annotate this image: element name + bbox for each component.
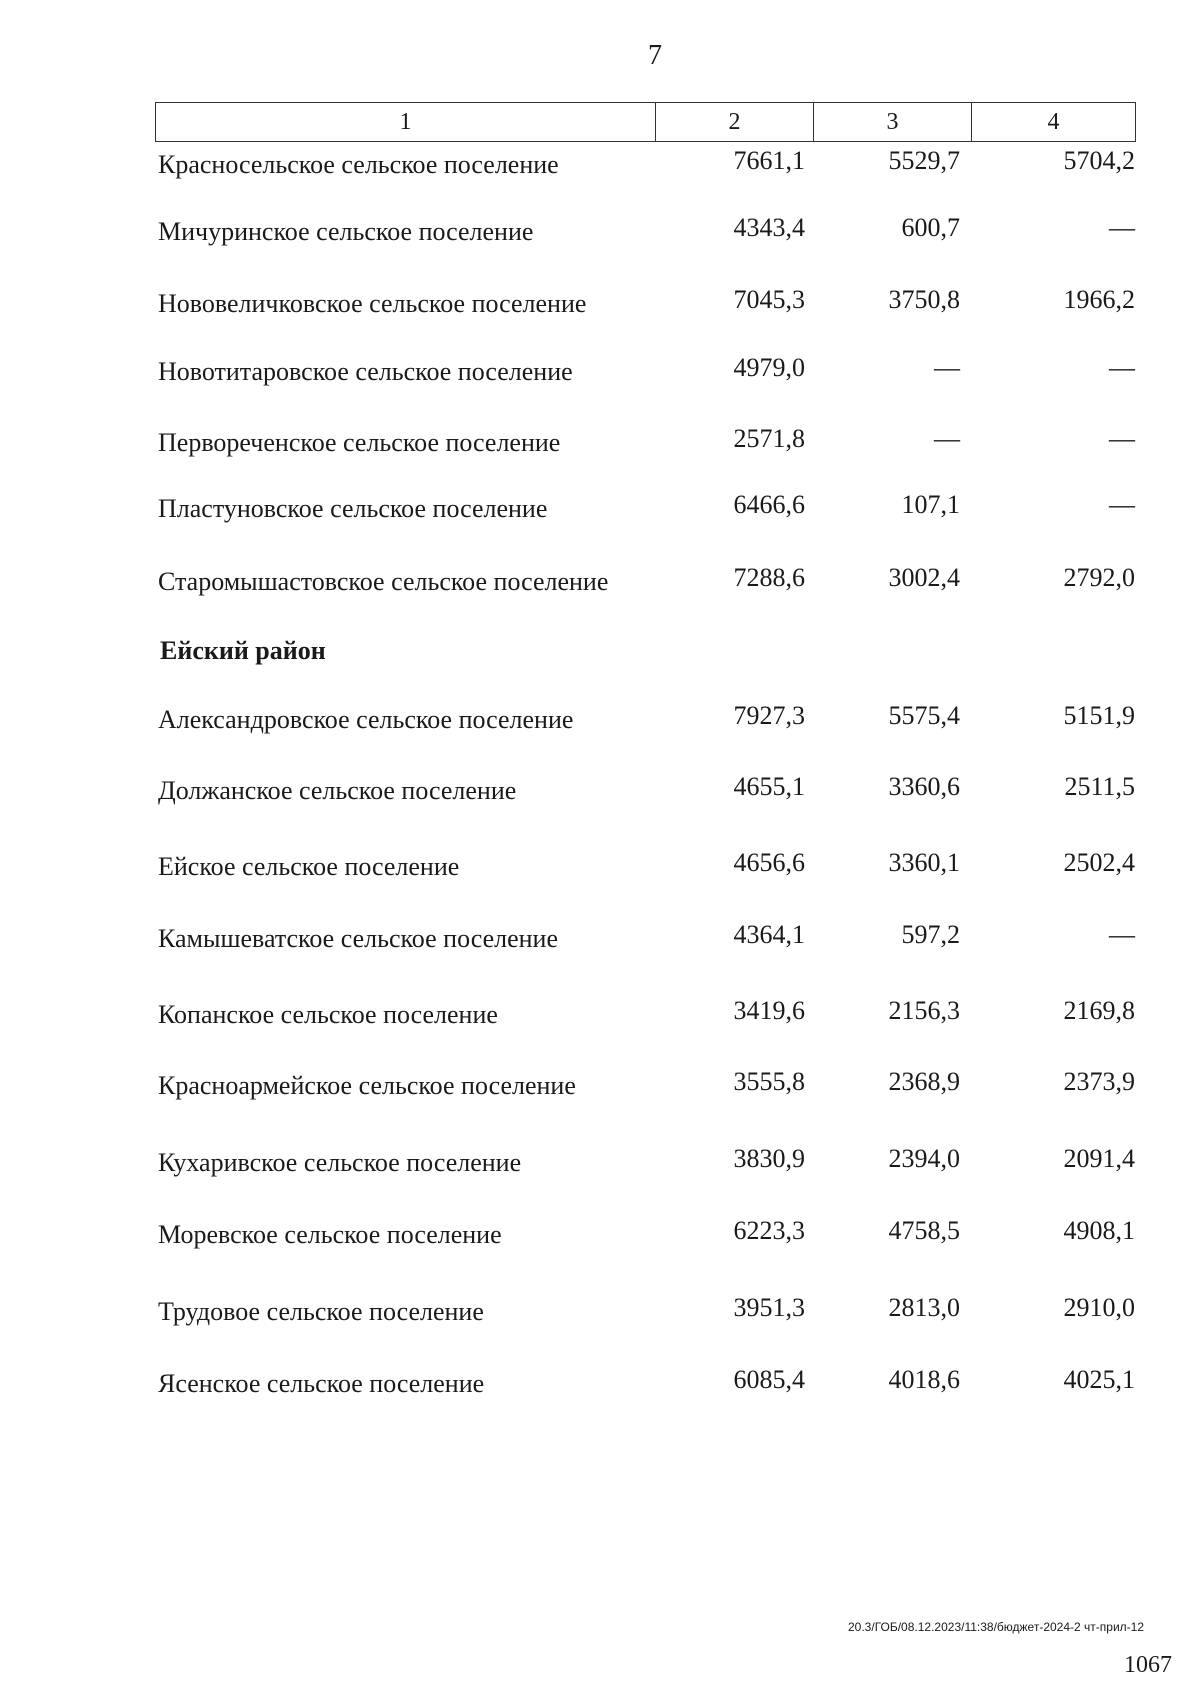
value-col-4: 2091,4 (1063, 1144, 1135, 1173)
value-col-3: 4018,6 (888, 1365, 960, 1394)
column-header-1: 1 (156, 103, 656, 142)
settlement-name: Александровское сельское поселение (158, 705, 574, 734)
value-col-3: 3002,4 (888, 563, 960, 592)
value-col-2: 6085,4 (733, 1365, 805, 1394)
settlement-name: Камышеватское сельское поселение (158, 924, 558, 953)
settlement-name: Красносельское сельское поселение (158, 150, 559, 179)
value-col-4: — (1109, 213, 1135, 242)
value-col-4: — (1109, 920, 1135, 949)
value-col-3: 4758,5 (888, 1216, 960, 1245)
value-col-3: 5575,4 (888, 701, 960, 730)
value-col-4: 2511,5 (1064, 772, 1135, 801)
value-col-3: 597,2 (901, 920, 960, 949)
value-col-4: 4908,1 (1063, 1216, 1135, 1245)
settlement-name: Копанское сельское поселение (158, 1000, 498, 1029)
settlement-name: Красноармейское сельское поселение (158, 1071, 576, 1100)
value-col-2: 3951,3 (733, 1293, 805, 1322)
settlement-name: Моревское сельское поселение (158, 1220, 502, 1249)
value-col-2: 3830,9 (733, 1144, 805, 1173)
value-col-4: 2910,0 (1063, 1293, 1135, 1322)
value-col-2: 3419,6 (733, 996, 805, 1025)
table-header (155, 102, 1136, 142)
value-col-2: 2571,8 (733, 424, 805, 453)
value-col-3: 107,1 (901, 490, 960, 519)
value-col-3: 600,7 (901, 213, 960, 242)
value-col-4: 1966,2 (1063, 285, 1135, 314)
settlement-name: Ясенское сельское поселение (158, 1369, 485, 1398)
value-col-4: 2792,0 (1063, 563, 1135, 592)
value-col-4: 5151,9 (1063, 701, 1135, 730)
value-col-3: 3360,6 (888, 772, 960, 801)
value-col-3: 2156,3 (888, 996, 960, 1025)
value-col-2: 7661,1 (733, 146, 805, 175)
value-col-2: 7288,6 (733, 563, 805, 592)
settlement-name: Старомышастовское сельское поселение (158, 567, 609, 596)
settlement-name: Кухаривское сельское поселение (158, 1148, 522, 1177)
value-col-3: 3750,8 (888, 285, 960, 314)
value-col-4: 2169,8 (1063, 996, 1135, 1025)
value-col-3: 2813,0 (888, 1293, 960, 1322)
sheet-number: 1067 (1124, 1652, 1172, 1678)
column-header-4: 4 (972, 103, 1136, 142)
value-col-3: 3360,1 (888, 848, 960, 877)
page-number: 7 (648, 40, 662, 71)
value-col-2: 4979,0 (733, 353, 805, 382)
settlement-name: Ейское сельское поселение (158, 852, 460, 881)
value-col-2: 4343,4 (733, 213, 805, 242)
document-code: 20.3/ГОБ/08.12.2023/11:38/бюджет-2024-2 чт-прил-12 (848, 1620, 1144, 1634)
settlement-name: Должанское сельское поселение (158, 776, 517, 805)
value-col-3: 5529,7 (888, 146, 960, 175)
value-col-4: 2502,4 (1063, 848, 1135, 877)
value-col-2: 7927,3 (733, 701, 805, 730)
column-header-2: 2 (656, 103, 814, 142)
value-col-4: — (1109, 353, 1135, 382)
district-heading: Ейский район (160, 636, 326, 665)
column-header-3: 3 (814, 103, 972, 142)
settlement-name: Новотитаровское сельское поселение (158, 357, 573, 386)
value-col-2: 4656,6 (733, 848, 805, 877)
value-col-2: 6223,3 (733, 1216, 805, 1245)
value-col-4: 2373,9 (1063, 1067, 1135, 1096)
value-col-2: 4364,1 (733, 920, 805, 949)
value-col-2: 7045,3 (733, 285, 805, 314)
value-col-3: — (934, 424, 960, 453)
value-col-4: 5704,2 (1063, 146, 1135, 175)
value-col-3: 2394,0 (888, 1144, 960, 1173)
value-col-3: 2368,9 (888, 1067, 960, 1096)
value-col-2: 3555,8 (733, 1067, 805, 1096)
value-col-4: 4025,1 (1063, 1365, 1135, 1394)
value-col-4: — (1109, 424, 1135, 453)
settlement-name: Мичуринское сельское поселение (158, 217, 534, 246)
value-col-4: — (1109, 490, 1135, 519)
value-col-2: 4655,1 (733, 772, 805, 801)
settlement-name: Трудовое сельское поселение (158, 1297, 484, 1326)
settlement-name: Пластуновское сельское поселение (158, 494, 548, 523)
value-col-3: — (934, 353, 960, 382)
value-col-2: 6466,6 (733, 490, 805, 519)
settlement-name: Первореченское сельское поселение (158, 428, 561, 457)
settlement-name: Нововеличковское сельское поселение (158, 289, 587, 318)
